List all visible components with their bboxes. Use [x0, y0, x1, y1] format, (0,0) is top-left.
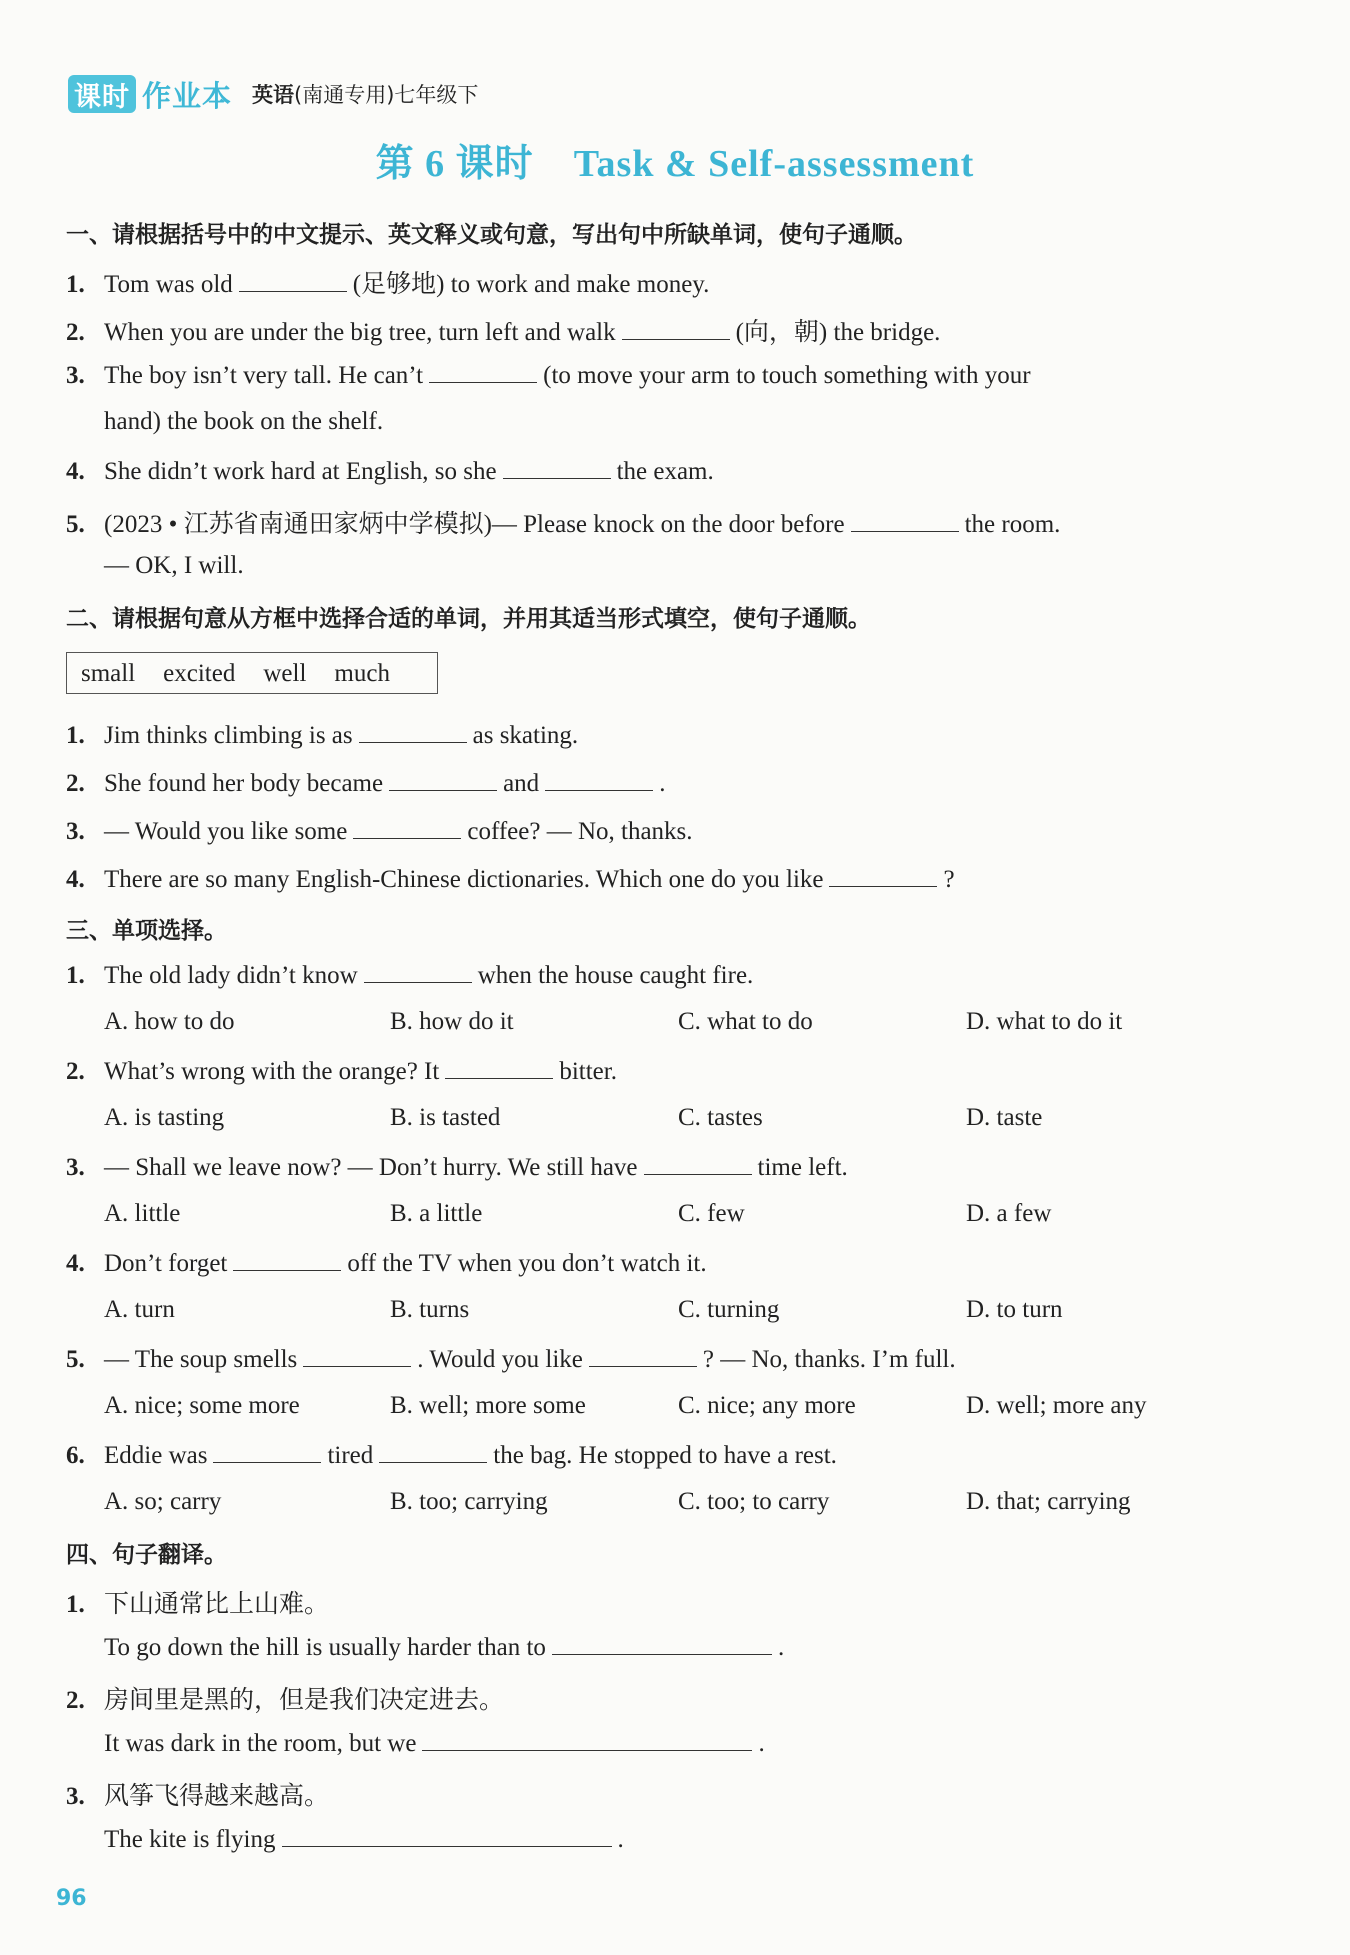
option-c[interactable]: C. tastes: [678, 1104, 763, 1131]
lesson-title: 第 6 课时 Task & Self-assessment: [375, 143, 975, 185]
question: 3. — Shall we leave now? — Don’t hurry. We still have time left.: [66, 1154, 848, 1181]
option-c[interactable]: C. what to do: [678, 1008, 813, 1035]
option-a[interactable]: A. is tasting: [104, 1104, 225, 1131]
answer-blank[interactable]: [552, 1632, 772, 1655]
brand-logo: 课时: [68, 75, 136, 113]
question: 5. (2023 • 江苏省南通田家炳中学模拟)— Please knock on the door before the room.: [66, 511, 1061, 538]
option-c[interactable]: C. few: [678, 1200, 745, 1227]
option-c[interactable]: C. turning: [678, 1296, 780, 1323]
option-b[interactable]: B. is tasted: [390, 1104, 501, 1131]
answer-blank[interactable]: [429, 360, 537, 383]
word-bank-item: much: [334, 660, 390, 687]
option-a[interactable]: A. so; carry: [104, 1488, 222, 1515]
option-d[interactable]: D. taste: [966, 1104, 1043, 1131]
section-1-heading: 一、请根据括号中的中文提示、英文释义或句意，写出句中所缺单词，使句子通顺。: [66, 222, 917, 248]
answer-blank[interactable]: [364, 960, 472, 983]
brand-name: 作业本: [142, 78, 233, 113]
answer-blank[interactable]: [829, 864, 937, 887]
question: 4. There are so many English-Chinese dictionaries. Which one do you like ?: [66, 866, 955, 893]
answer-blank[interactable]: [233, 1248, 341, 1271]
translation-line: To go down the hill is usually harder than to .: [104, 1634, 785, 1661]
question: 4. Don’t forget off the TV when you don’t watch it.: [66, 1250, 707, 1277]
option-a[interactable]: A. how to do: [104, 1008, 235, 1035]
section-2-heading: 二、请根据句意从方框中选择合适的单词，并用其适当形式填空，使句子通顺。: [66, 606, 871, 632]
subject-label: 英语(南通专用)七年级下: [252, 83, 479, 107]
answer-blank[interactable]: [545, 768, 653, 791]
section-4-heading: 四、句子翻译。: [66, 1542, 227, 1568]
option-d[interactable]: D. a few: [966, 1200, 1052, 1227]
question: 2. 房间里是黑的，但是我们决定进去。: [66, 1687, 505, 1714]
question: 3. — Would you like some coffee? — No, thanks.: [66, 818, 693, 845]
option-d[interactable]: D. to turn: [966, 1296, 1063, 1323]
page-header: [68, 72, 478, 116]
option-b[interactable]: B. a little: [390, 1200, 483, 1227]
option-d[interactable]: D. what to do it: [966, 1008, 1123, 1035]
answer-blank[interactable]: [379, 1440, 487, 1463]
option-d[interactable]: D. well; more any: [966, 1392, 1147, 1419]
question: 1. Tom was old (足够地) to work and make money.: [66, 271, 710, 298]
question: 1. Jim thinks climbing is as as skating.: [66, 722, 579, 749]
translation-line: The kite is flying .: [104, 1826, 624, 1853]
answer-blank[interactable]: [303, 1344, 411, 1367]
option-c[interactable]: C. too; to carry: [678, 1488, 830, 1515]
option-a[interactable]: A. nice; some more: [104, 1392, 300, 1419]
answer-blank[interactable]: [422, 1728, 752, 1751]
question: 2. She found her body became and .: [66, 770, 666, 797]
answer-blank[interactable]: [282, 1824, 612, 1847]
answer-blank[interactable]: [239, 269, 347, 292]
section-3-heading: 三、单项选择。: [66, 918, 227, 944]
question-continuation: hand) the book on the shelf.: [104, 408, 384, 435]
answer-blank[interactable]: [359, 720, 467, 743]
question: 5. — The soup smells . Would you like ? — No, thanks. I’m full.: [66, 1346, 956, 1373]
answer-blank[interactable]: [851, 509, 959, 532]
word-bank-item: well: [263, 660, 307, 687]
option-b[interactable]: B. how do it: [390, 1008, 514, 1035]
answer-blank[interactable]: [445, 1056, 553, 1079]
answer-blank[interactable]: [622, 317, 730, 340]
answer-blank[interactable]: [503, 456, 611, 479]
question: 2. When you are under the big tree, turn left and walk (向，朝) the bridge.: [66, 319, 941, 346]
answer-blank[interactable]: [213, 1440, 321, 1463]
answer-blank[interactable]: [389, 768, 497, 791]
option-b[interactable]: B. well; more some: [390, 1392, 586, 1419]
option-b[interactable]: B. turns: [390, 1296, 470, 1323]
option-a[interactable]: A. turn: [104, 1296, 175, 1323]
question: 2. What’s wrong with the orange? It bitter.: [66, 1058, 617, 1085]
option-d[interactable]: D. that; carrying: [966, 1488, 1131, 1515]
question: 4. She didn’t work hard at English, so she the exam.: [66, 458, 714, 485]
question: 1. 下山通常比上山难。: [66, 1591, 330, 1618]
question: 1. The old lady didn’t know when the house caught fire.: [66, 962, 754, 989]
answer-blank[interactable]: [644, 1152, 752, 1175]
word-bank-box: [66, 652, 438, 694]
option-b[interactable]: B. too; carrying: [390, 1488, 548, 1515]
question: 6. Eddie was tired the bag. He stopped to have a rest.: [66, 1442, 837, 1469]
question: 3. The boy isn’t very tall. He can’t (to move your arm to touch something with your: [66, 362, 1031, 389]
answer-blank[interactable]: [353, 816, 461, 839]
answer-blank[interactable]: [589, 1344, 697, 1367]
option-a[interactable]: A. little: [104, 1200, 181, 1227]
question-continuation: — OK, I will.: [104, 552, 244, 579]
question: 3. 风筝飞得越来越高。: [66, 1783, 330, 1810]
page-number: 96: [56, 1886, 87, 1911]
option-c[interactable]: C. nice; any more: [678, 1392, 856, 1419]
translation-line: It was dark in the room, but we .: [104, 1730, 765, 1757]
word-bank-item: excited: [163, 660, 236, 687]
word-bank-item: small: [81, 660, 136, 687]
